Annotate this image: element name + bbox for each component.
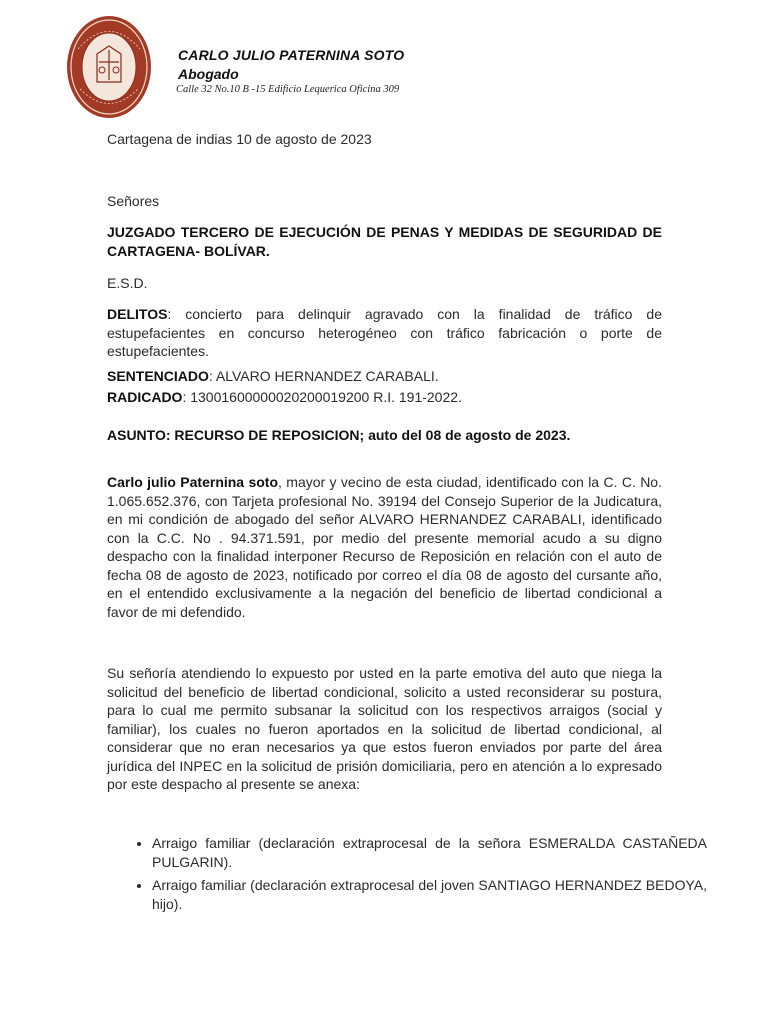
body-paragraph-1-text: , mayor y vecino de esta ciudad, identificado con la C. C. No. 1.065.652.376, con Tarjeta profesional No. 39194 del Consejo Superior de la Judicatura, en mi condición de abogado del señor ALVARO HERNANDEZ CARABALI, identificado con la C.C. No . 94.371.591, por medio del presente memorial acudo a su digno despacho con la finalidad interponer Recurso de Reposición en relación con el auto de fecha 08 de agosto de 2023, notificado por correo el día 08 de agosto del cursante año, en el entendido exclusivamente a la negación del beneficio de libertad condicional a favor de mi defendido. <box>107 474 662 620</box>
list-item: • Arraigo familiar (declaración extraprocesal del joven SANTIAGO HERNANDEZ BEDOYA, hijo). <box>152 876 707 913</box>
annex-list <box>107 834 707 918</box>
asunto-line: ASUNTO: RECURSO DE REPOSICION; auto del 08 de agosto de 2023. <box>107 427 571 443</box>
list-item: • Arraigo familiar (declaración extraprocesal de la señora ESMERALDA CASTAÑEDA PULGARIN). <box>152 834 707 871</box>
law-seal-logo <box>64 14 154 120</box>
delitos-paragraph <box>107 305 662 361</box>
body-paragraph-1 <box>107 473 662 621</box>
header-address: Calle 32 No.10 B -15 Edificio Lequerica Oficina 309 <box>176 84 400 95</box>
header-title: Abogado <box>178 66 239 82</box>
delitos-label: DELITOS <box>107 306 168 322</box>
court-addressee: JUZGADO TERCERO DE EJECUCIÓN DE PENAS Y MEDIDAS DE SEGURIDAD DE CARTAGENA- BOLÍVAR. <box>107 224 662 259</box>
sentenciado-label: SENTENCIADO <box>107 368 209 384</box>
salutation: Señores <box>107 193 160 209</box>
radicado-label: RADICADO <box>107 389 183 405</box>
date-line: Cartagena de indias 10 de agosto de 2023 <box>107 131 372 147</box>
esd-line: E.S.D. <box>107 275 148 291</box>
radicado-text: : 13001600000020200019200 R.I. 191-2022. <box>182 389 462 405</box>
radicado-line <box>107 388 662 407</box>
sentenciado-line <box>107 367 662 386</box>
sentenciado-text: : ALVARO HERNANDEZ CARABALI. <box>208 368 439 384</box>
delitos-text: : concierto para delinquir agravado con la finalidad de tráfico de estupefacientes en concurso heterogéneo con tráfico fabricación o porte de estupefacientes. <box>107 306 662 359</box>
lawyer-name: Carlo julio Paternina soto <box>107 474 279 490</box>
header-name: CARLO JULIO PATERNINA SOTO <box>178 47 405 63</box>
body-paragraph-2: Su señoría atendiendo lo expuesto por usted en la parte emotiva del auto que niega la solicitud del beneficio de libertad condicional, solicito a usted reconsiderar su postura, para lo cual me permito subsanar la solicitud con los respectivos arraigos (social y familiar), los cuales no fueron aportados en la solicitud de libertad condicional, al considerar que no eran necesarios ya que estos fueron enviados por parte del área jurídica del INPEC en la solicitud de prisión domiciliaria, pero en atención a lo expresado por este despacho al presente se anexa: <box>107 665 662 792</box>
